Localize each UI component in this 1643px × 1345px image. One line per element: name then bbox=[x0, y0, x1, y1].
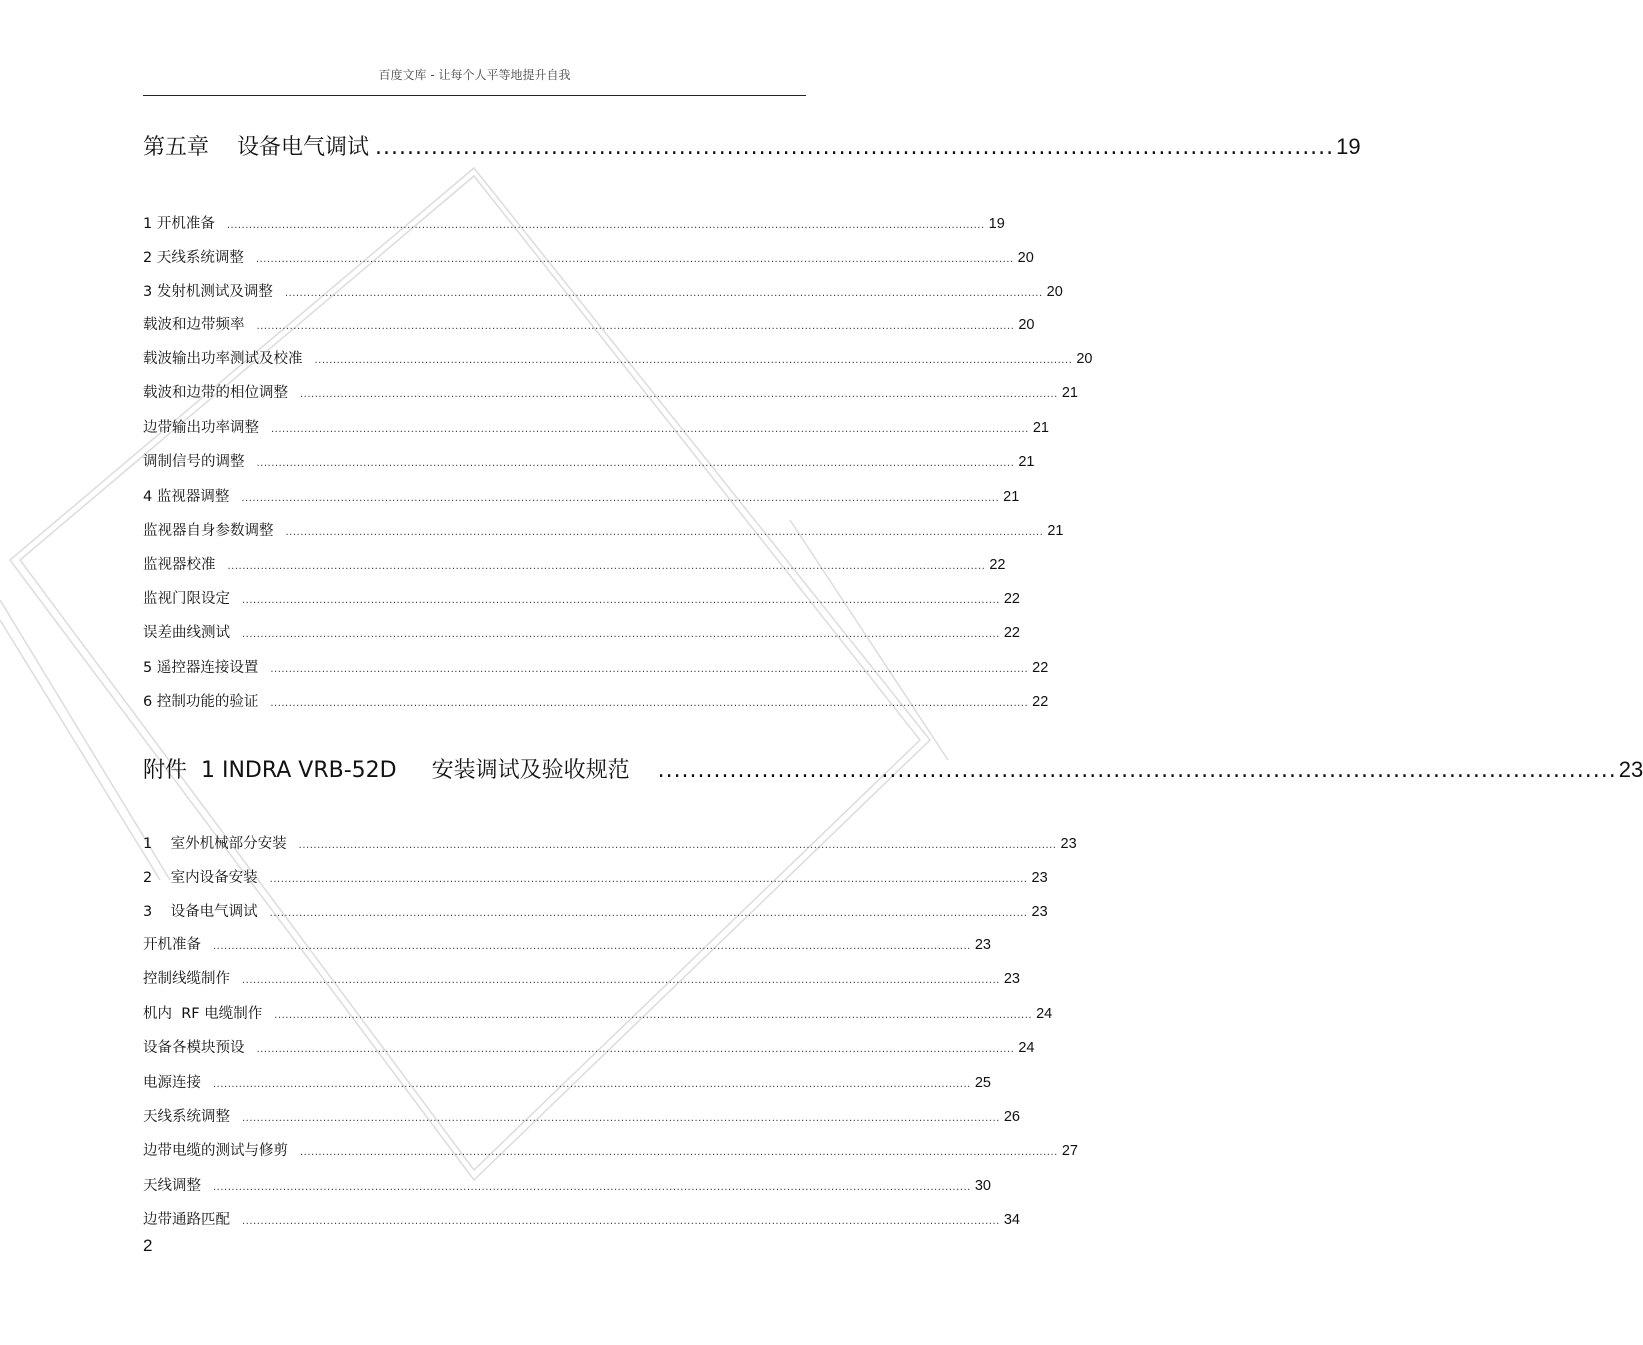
toc-entry[interactable] bbox=[143, 1002, 1053, 1023]
toc-entry-label: 载波输出功率测试及校准 bbox=[143, 351, 303, 367]
leader-dots: .............................................................................................................................................................................................................. bbox=[242, 595, 1000, 606]
toc-entry[interactable] bbox=[143, 450, 1035, 471]
toc-entry[interactable] bbox=[143, 967, 1020, 988]
toc-entry-label: 机内 RF 电缆制作 bbox=[143, 1006, 263, 1022]
chapter-page: 19 bbox=[1336, 134, 1361, 159]
toc-entry-label: 3 设备电气调试 bbox=[143, 904, 258, 920]
toc-entry-page: 21 bbox=[1047, 523, 1064, 539]
toc-entry-label: 边带通路匹配 bbox=[143, 1212, 230, 1228]
toc-entry-page: 23 bbox=[974, 937, 991, 953]
leader-dots: .............................................................................................................................................................................................................. bbox=[213, 941, 971, 952]
toc-entry-label: 天线调整 bbox=[143, 1178, 201, 1194]
leader-dots: .............................................................................................................................................................................................................. bbox=[274, 1010, 1033, 1021]
toc-entry-label: 边带电缆的测试与修剪 bbox=[143, 1143, 288, 1159]
toc-entry[interactable] bbox=[143, 900, 1048, 921]
toc-entry-page: 30 bbox=[974, 1178, 991, 1194]
toc-entry[interactable] bbox=[143, 519, 1064, 540]
leader-dots: .............................................................................................................................................................................................................. bbox=[241, 493, 1000, 504]
leader-dots: .............................................................................................................................................................................................................. bbox=[314, 355, 1073, 366]
toc-entry[interactable] bbox=[143, 1208, 1020, 1229]
leader-dots: .............................................................................................................................................................................................................. bbox=[256, 1044, 1015, 1055]
toc-entry-page: 34 bbox=[1003, 1212, 1020, 1228]
leader-dots: .............................................................................................................................................................................................................. bbox=[298, 840, 1057, 851]
toc-entry[interactable] bbox=[143, 866, 1048, 887]
leader-dots: .............................................................................................................................................................................................................. bbox=[256, 321, 1015, 332]
toc-entry-page: 19 bbox=[988, 216, 1005, 232]
toc-entry-page: 22 bbox=[1003, 591, 1020, 607]
toc-entry-label: 开机准备 bbox=[143, 937, 201, 953]
toc-entry-label: 控制线缆制作 bbox=[143, 971, 230, 987]
toc-entry-label: 5 遥控器连接设置 bbox=[143, 660, 259, 676]
toc-entry[interactable] bbox=[143, 485, 1020, 506]
toc-entry[interactable] bbox=[143, 1174, 991, 1195]
toc-entry-label: 边带输出功率调整 bbox=[143, 420, 259, 436]
leader-dots: .............................................................................................................................................................................................................. bbox=[226, 220, 985, 231]
leader-dots: .............................................................................................................................................................................................................. bbox=[255, 254, 1014, 265]
toc-entry-page: 24 bbox=[1036, 1006, 1053, 1022]
appendix-title: 附件 1 INDRA VRB-52D 安装调试及验收规范 bbox=[143, 758, 630, 783]
leader-dots: ........................................................................................................................ bbox=[657, 758, 1617, 783]
toc-entry-page: 24 bbox=[1018, 1040, 1035, 1056]
toc-entry-label: 2 天线系统调整 bbox=[143, 250, 244, 266]
toc-entry[interactable] bbox=[143, 246, 1034, 267]
toc-entry-label: 监视门限设定 bbox=[143, 591, 230, 607]
header-divider bbox=[143, 95, 806, 96]
leader-dots: .............................................................................................................................................................................................................. bbox=[227, 561, 986, 572]
toc-entry-page: 21 bbox=[1003, 489, 1020, 505]
leader-dots: .............................................................................................................................................................................................................. bbox=[285, 527, 1044, 538]
toc-entry[interactable] bbox=[143, 313, 1035, 334]
toc-entry-label: 1 室外机械部分安装 bbox=[143, 836, 287, 852]
appendix-heading[interactable] bbox=[143, 753, 1643, 784]
toc-entry-label: 监视器自身参数调整 bbox=[143, 523, 274, 539]
toc-entry[interactable] bbox=[143, 553, 1006, 574]
leader-dots: .............................................................................................................................................................................................................. bbox=[213, 1182, 971, 1193]
toc-entry-page: 20 bbox=[1076, 351, 1093, 367]
toc-entry[interactable] bbox=[143, 933, 991, 954]
leader-dots: .............................................................................................................................................................................................................. bbox=[213, 1079, 971, 1090]
toc-entry[interactable] bbox=[143, 1071, 991, 1092]
toc-entry-page: 21 bbox=[1018, 454, 1035, 470]
leader-dots: .............................................................................................................................................................................................................. bbox=[242, 1216, 1000, 1227]
toc-entry-page: 21 bbox=[1032, 420, 1049, 436]
toc-entry-page: 26 bbox=[1003, 1109, 1020, 1125]
toc-entry[interactable] bbox=[143, 1105, 1020, 1126]
leader-dots: ........................................................................................................................ bbox=[374, 135, 1335, 160]
toc-entry[interactable] bbox=[143, 832, 1077, 853]
toc-entry[interactable] bbox=[143, 212, 1005, 233]
toc-entry-label: 误差曲线测试 bbox=[143, 625, 230, 641]
leader-dots: .............................................................................................................................................................................................................. bbox=[300, 1147, 1058, 1158]
toc-entry-label: 4 监视器调整 bbox=[143, 489, 230, 505]
toc-entry-page: 23 bbox=[1031, 904, 1048, 920]
chapter-heading[interactable] bbox=[143, 130, 1361, 161]
toc-entry-page: 22 bbox=[1003, 625, 1020, 641]
page-header: 百度文库 - 让每个人平等地提升自我 bbox=[378, 68, 571, 82]
leader-dots: .............................................................................................................................................................................................................. bbox=[284, 288, 1043, 299]
toc-entry[interactable] bbox=[143, 1036, 1035, 1057]
appendix-page: 23 bbox=[1618, 757, 1643, 782]
leader-dots: .............................................................................................................................................................................................................. bbox=[271, 424, 1029, 435]
toc-entry[interactable] bbox=[143, 690, 1049, 711]
toc-entry-label: 载波和边带的相位调整 bbox=[143, 385, 288, 401]
toc-entry-page: 22 bbox=[1032, 660, 1049, 676]
toc-entry[interactable] bbox=[143, 416, 1049, 437]
toc-entry-page: 27 bbox=[1061, 1143, 1078, 1159]
leader-dots: .............................................................................................................................................................................................................. bbox=[256, 458, 1015, 469]
toc-entry-label: 调制信号的调整 bbox=[143, 454, 245, 470]
toc-entry-page: 20 bbox=[1017, 250, 1034, 266]
chapter-title: 第五章 设备电气调试 bbox=[143, 135, 369, 160]
leader-dots: .............................................................................................................................................................................................................. bbox=[300, 389, 1058, 400]
toc-entry[interactable] bbox=[143, 1139, 1078, 1160]
toc-entry[interactable] bbox=[143, 621, 1020, 642]
toc-entry-page: 21 bbox=[1061, 385, 1078, 401]
toc-entry-label: 天线系统调整 bbox=[143, 1109, 230, 1125]
toc-entry-label: 设备各模块预设 bbox=[143, 1040, 245, 1056]
toc-entry[interactable] bbox=[143, 381, 1078, 402]
toc-entry[interactable] bbox=[143, 656, 1049, 677]
page-number: 2 bbox=[143, 1236, 153, 1255]
toc-entry-page: 20 bbox=[1018, 317, 1035, 333]
toc-entry-label: 3 发射机测试及调整 bbox=[143, 284, 273, 300]
toc-entry-page: 22 bbox=[1032, 694, 1049, 710]
leader-dots: .............................................................................................................................................................................................................. bbox=[242, 975, 1000, 986]
toc-entry[interactable] bbox=[143, 347, 1093, 368]
leader-dots: .............................................................................................................................................................................................................. bbox=[270, 698, 1029, 709]
toc-entry-label: 1 开机准备 bbox=[143, 216, 215, 232]
toc-entry-page: 25 bbox=[974, 1075, 991, 1091]
toc-entry-page: 23 bbox=[1031, 870, 1048, 886]
toc-entry-label: 电源连接 bbox=[143, 1075, 201, 1091]
toc-entry-label: 监视器校准 bbox=[143, 557, 216, 573]
toc-entry[interactable] bbox=[143, 280, 1063, 301]
toc-entry-label: 载波和边带频率 bbox=[143, 317, 245, 333]
toc-entry-label: 2 室内设备安装 bbox=[143, 870, 258, 886]
toc-entry-page: 20 bbox=[1046, 284, 1063, 300]
leader-dots: .............................................................................................................................................................................................................. bbox=[269, 908, 1028, 919]
toc-entry[interactable] bbox=[143, 587, 1020, 608]
toc-entry-page: 23 bbox=[1003, 971, 1020, 987]
toc-entry-page: 22 bbox=[989, 557, 1006, 573]
toc-entry-page: 23 bbox=[1060, 836, 1077, 852]
leader-dots: .............................................................................................................................................................................................................. bbox=[269, 874, 1028, 885]
leader-dots: .............................................................................................................................................................................................................. bbox=[242, 1113, 1000, 1124]
leader-dots: .............................................................................................................................................................................................................. bbox=[270, 664, 1029, 675]
toc-entry-label: 6 控制功能的验证 bbox=[143, 694, 259, 710]
leader-dots: .............................................................................................................................................................................................................. bbox=[242, 629, 1000, 640]
